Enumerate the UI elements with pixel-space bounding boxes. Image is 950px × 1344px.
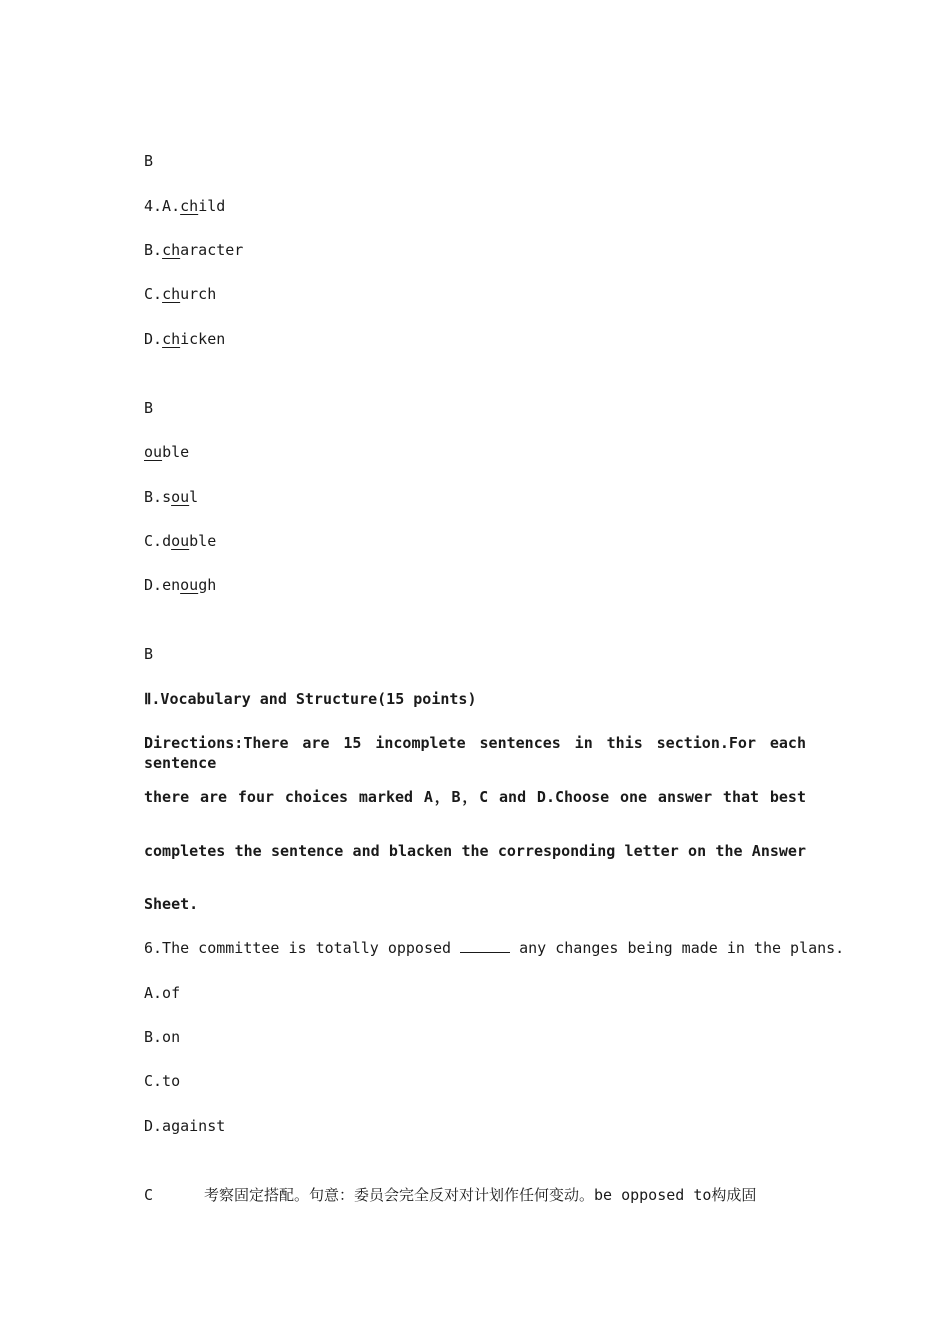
- q4-option-a: [144, 196, 225, 216]
- q4-c-underlined: ch: [162, 285, 181, 303]
- q4-d-rest: icken: [180, 330, 226, 348]
- q5-d-underlined: ou: [180, 576, 199, 594]
- q4-a-rest: ild: [198, 197, 226, 215]
- q5-c-rest: ble: [189, 532, 217, 550]
- q5-c-underlined: ou: [171, 532, 190, 550]
- q6-blank: [460, 940, 510, 953]
- answer-q4: B: [144, 399, 154, 417]
- directions-line-3: completes the sentence and blacken the corresponding letter on the Answer: [144, 842, 806, 860]
- q5-option-b: [144, 487, 198, 507]
- q5-option-c: [144, 531, 216, 551]
- q5-b-underlined: ou: [171, 488, 190, 506]
- q5-c-letter: C.: [144, 532, 163, 550]
- q5-b-prefix: s: [162, 488, 172, 506]
- q4-option-d: [144, 329, 225, 349]
- q4-b-underlined: ch: [162, 241, 181, 259]
- q6-option-d: D.against: [144, 1117, 226, 1135]
- q4-d-underlined: ch: [162, 330, 181, 348]
- q5-option-d: [144, 575, 216, 595]
- q5-c-prefix: d: [162, 532, 172, 550]
- q4-c-letter: C.: [144, 285, 163, 303]
- section-heading: Ⅱ.Vocabulary and Structure(15 points): [144, 690, 477, 708]
- q4-b-letter: B.: [144, 241, 163, 259]
- q4-d-letter: D.: [144, 330, 163, 348]
- q6-stem-before: 6.The committee is totally opposed: [144, 939, 461, 957]
- q5-a-rest: ble: [162, 443, 190, 461]
- q6-option-a: A.of: [144, 984, 181, 1002]
- q4-a-underlined: ch: [180, 197, 199, 215]
- q6-explanation: 考察固定搭配。句意：委员会完全反对对计划作任何变动。be opposed to构成固: [204, 1186, 757, 1204]
- directions-line-2: there are four choices marked A，B，C and D.Choose one answer that best: [144, 788, 806, 806]
- q4-c-rest: urch: [180, 285, 217, 303]
- answer-q5: B: [144, 645, 154, 663]
- q4-option-b: [144, 240, 243, 260]
- directions-line-4: Sheet.: [144, 895, 199, 913]
- q5-a-underlined: ou: [144, 443, 163, 461]
- q5-b-letter: B.: [144, 488, 163, 506]
- q5-d-letter: D.: [144, 576, 163, 594]
- q5-option-a: [144, 442, 189, 462]
- q5-d-prefix: en: [162, 576, 181, 594]
- q5-d-rest: gh: [198, 576, 217, 594]
- q4-b-rest: aracter: [180, 241, 244, 259]
- answer-q3: B: [144, 152, 154, 170]
- q6-stem-after: any changes being made in the plans.: [510, 939, 845, 957]
- answer-q6: C: [144, 1186, 154, 1204]
- q5-b-rest: l: [189, 488, 199, 506]
- q6-option-c: C.to: [144, 1072, 181, 1090]
- q4-stem-prefix: 4.A.: [144, 197, 181, 215]
- q6-stem: [144, 938, 844, 958]
- q4-option-c: [144, 284, 216, 304]
- directions-line-1: Directions:There are 15 incomplete sentences in this section.For each sentence: [144, 734, 806, 772]
- q6-option-b: B.on: [144, 1028, 181, 1046]
